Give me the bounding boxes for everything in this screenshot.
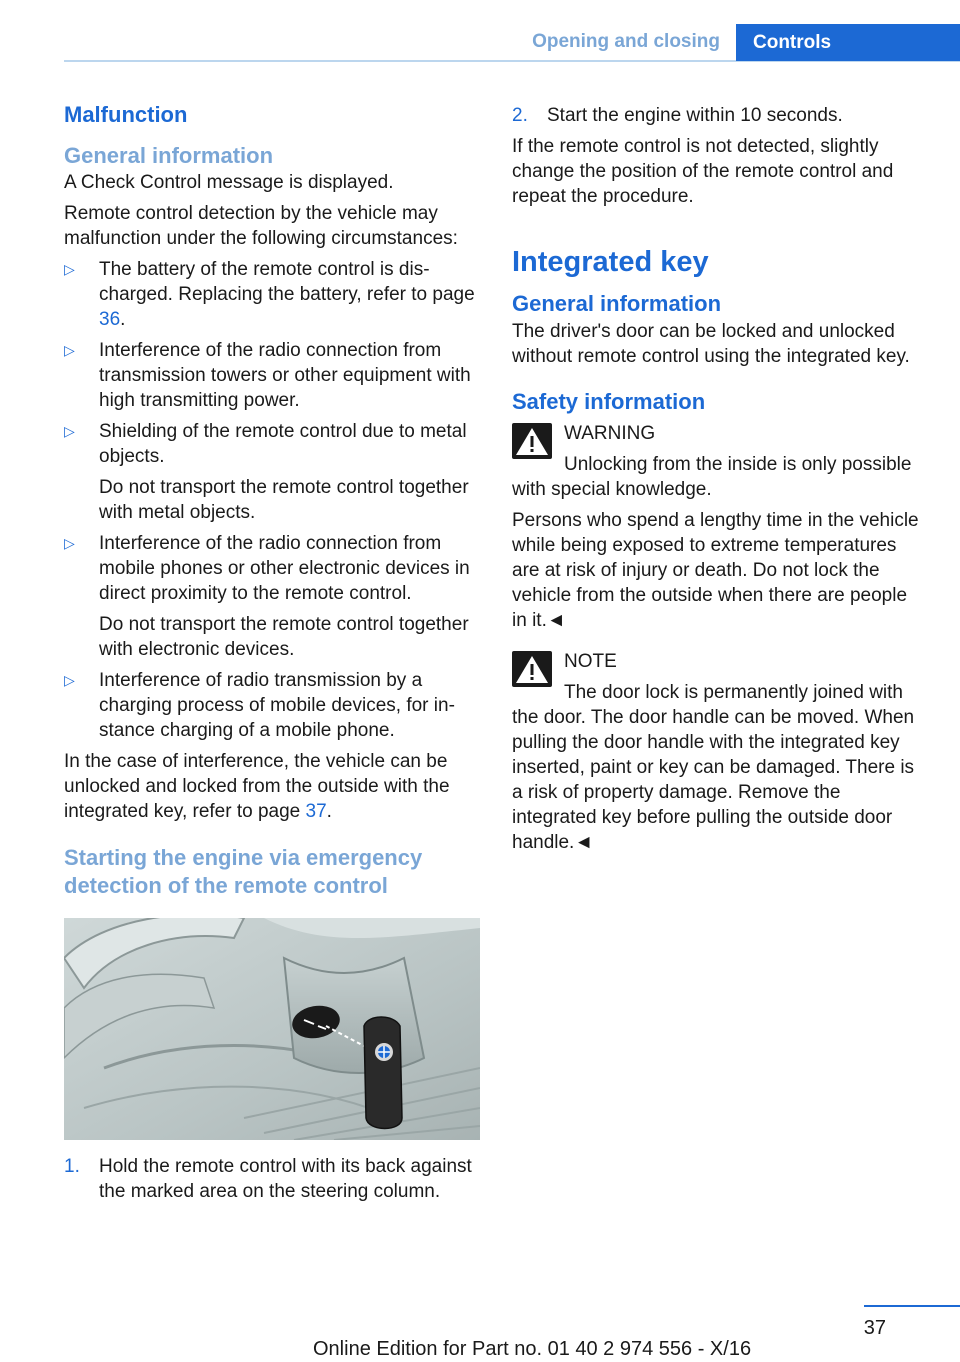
heading-general-information-key: General information	[512, 291, 722, 316]
step-number: 1.	[64, 1156, 80, 1177]
steering-column-image	[64, 918, 480, 1140]
bullet-triangle-icon: ▷	[64, 535, 75, 551]
note-block	[512, 649, 924, 855]
heading-malfunction: Malfunction	[64, 102, 188, 127]
paragraph-detection-malfunction: Remote control detection by the vehicle may malfunction under the following circumstances:	[64, 203, 458, 249]
warning-triangle-icon	[512, 423, 552, 459]
heading-integrated-key: Integrated key	[512, 246, 709, 278]
step-number: 2.	[512, 105, 528, 126]
footer-rule	[864, 1305, 960, 1307]
circumstances-list	[64, 257, 480, 743]
steps-list-continued	[512, 103, 924, 128]
bullet-triangle-icon: ▷	[64, 261, 75, 277]
paragraph-interference: In the case of interference, the vehicle can be unlocked and locked from the outside with the integrated key, refer to page 37.	[64, 751, 450, 822]
right-column	[512, 100, 924, 861]
note-title: NOTE	[564, 651, 617, 672]
list-item-note: Do not transport the remote control together with metal objects.	[99, 477, 469, 523]
steering-column-illustration	[64, 918, 480, 1140]
warning-first-line: Unlocking from the inside is only possible with special knowledge.	[512, 454, 912, 500]
warning-body: Persons who spend a lengthy time in the vehicle while being exposed to extreme temperatures are at risk of injury or death. Do not lock the vehicle from the outside when there are people in it.◄	[512, 510, 919, 631]
list-item: 1. Hold the remote control with its back against the marked area on the steering column.	[64, 1156, 472, 1202]
list-item: ▷ Interference of the radio connection from mobile phones or other electronic devices in direct proximity to the remote control. Do not transport the remote control together with electronic devices.	[64, 531, 480, 662]
warning-title: WARNING	[564, 423, 656, 444]
page-link-36[interactable]: 36	[99, 309, 121, 330]
steps-list	[64, 1154, 480, 1204]
paragraph-not-detected: If the remote control is not detected, slightly change the position of the remote control and repeat the procedure.	[512, 136, 894, 207]
paragraph-check-control: A Check Control message is displayed.	[64, 172, 394, 193]
bullet-triangle-icon: ▷	[64, 342, 75, 358]
list-item: ▷ Interference of radio transmission by a charging process of mobile devices, for instance charging of a mobile phone.	[64, 670, 455, 741]
page-number: 37	[863, 1317, 886, 1339]
list-item: ▷ Interference of the radio connection from transmission towers or other equipment with high transmitting power.	[64, 340, 471, 411]
page-link-37[interactable]: 37	[305, 801, 327, 822]
bullet-triangle-icon: ▷	[64, 672, 75, 688]
list-item: ▷ The battery of the remote control is discharged. Replacing the battery, refer to page 36.	[64, 259, 475, 330]
header-section-title[interactable]: Opening and closing	[532, 31, 720, 52]
list-item-note: Do not transport the remote control together with electronic devices.	[99, 614, 469, 660]
note-body: The door lock is permanently joined with the door. The door handle can be moved. When pulling the door handle with the integrated key inserted, paint or key can be damaged. There is a risk of property damage. Remove the integrated key before pulling the outside door handle.◄	[512, 682, 915, 853]
heading-starting-engine: Starting the engine via emergency detection of the remote control	[64, 845, 423, 898]
left-column	[64, 100, 480, 1210]
list-item: 2. Start the engine within 10 seconds.	[512, 105, 843, 126]
paragraph-general-key: The driver's door can be locked and unlocked without remote control using the integrated key.	[512, 321, 910, 367]
edition-footer: Online Edition for Part no. 01 40 2 974 556 - X/16	[313, 1338, 752, 1360]
header-chapter-tab[interactable]: Controls	[736, 24, 960, 61]
heading-general-information: General information	[64, 143, 274, 168]
note-triangle-icon	[512, 651, 552, 687]
bullet-triangle-icon: ▷	[64, 423, 75, 439]
warning-block	[512, 421, 924, 502]
heading-safety-information: Safety information	[512, 389, 706, 414]
list-item: ▷ Shielding of the remote control due to metal objects. Do not transport the remote control together with metal objects.	[64, 419, 480, 525]
